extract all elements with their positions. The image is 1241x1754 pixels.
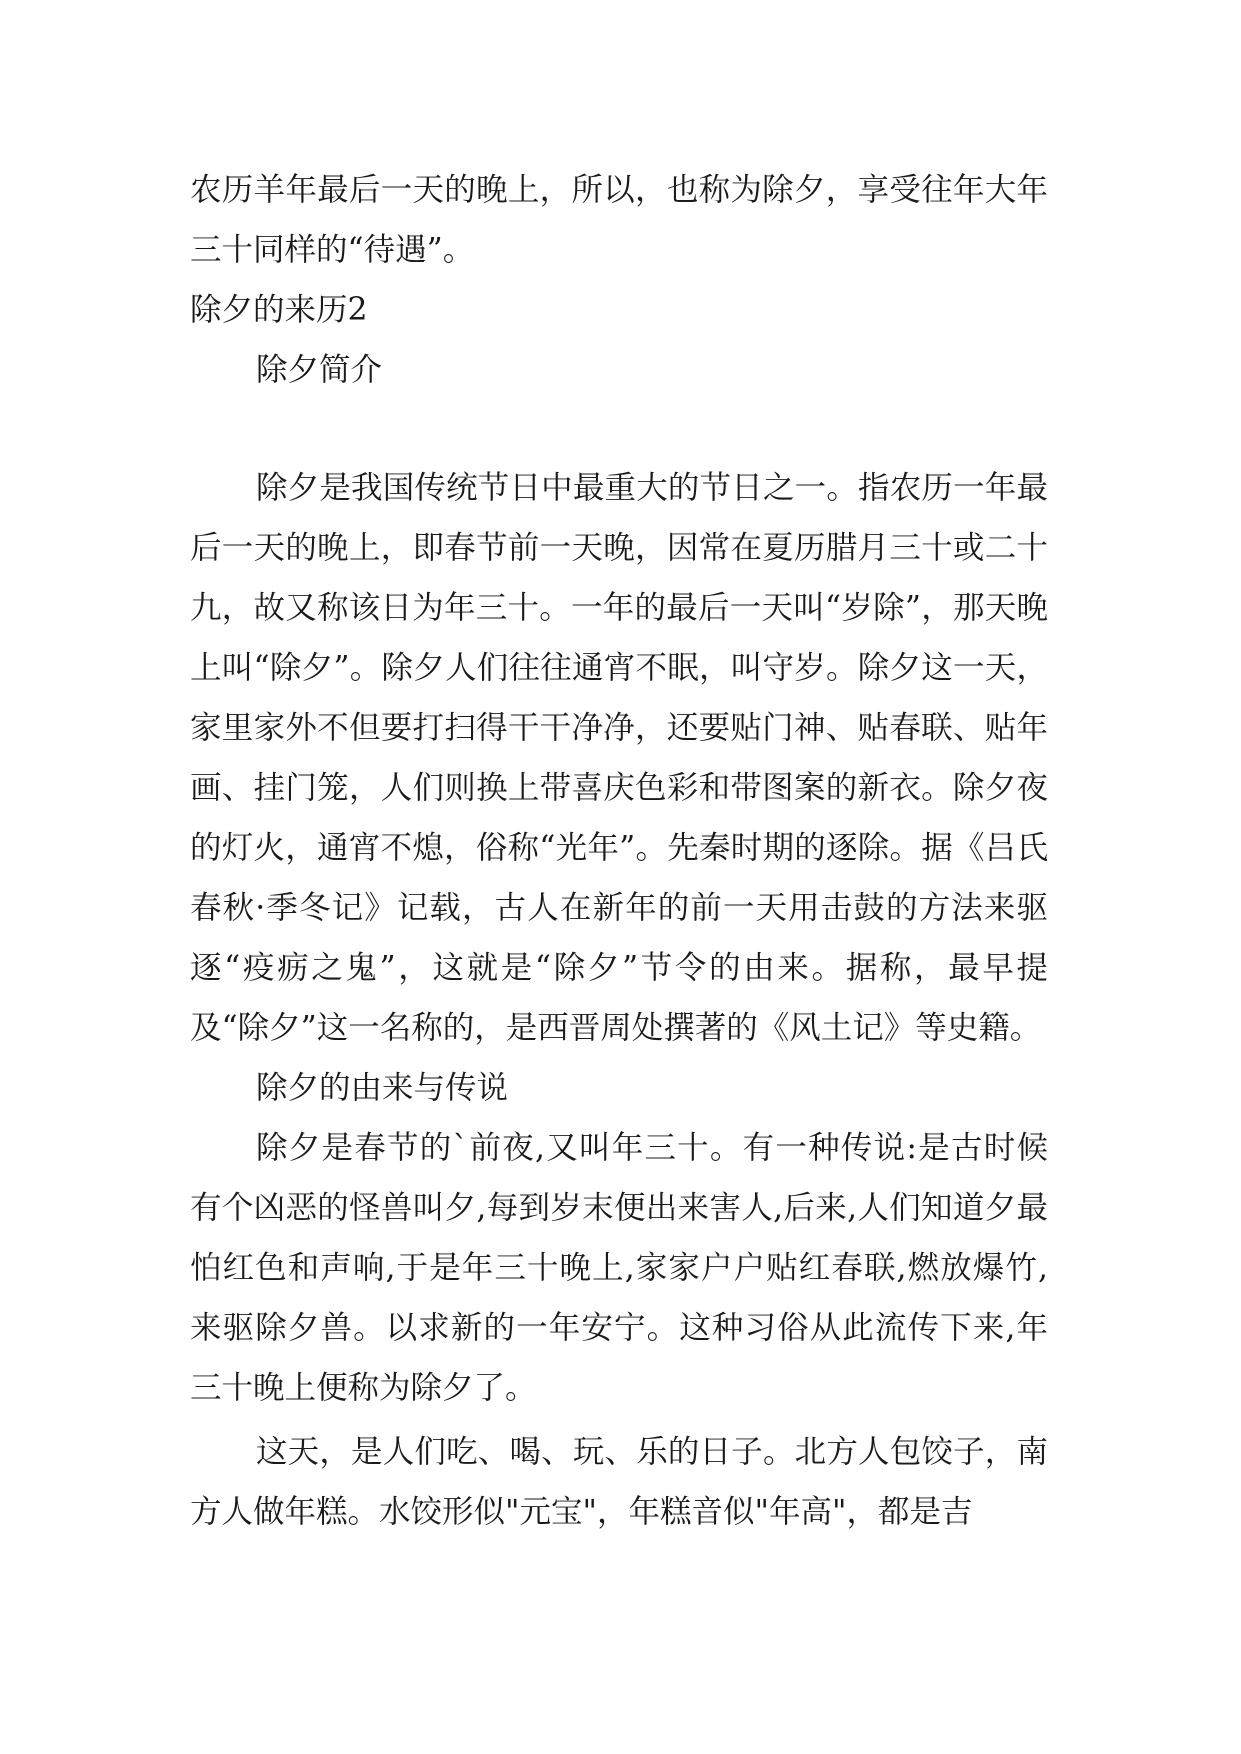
paragraph-intro-body: 除夕是我国传统节日中最重大的节日之一。指农历一年最后一天的晚上，即春节前一天晚，因常在夏历腊月三十或二十九，故又称该日为年三十。一年的最后一天叫“岁除”，那天晚上叫“除夕”。除夕人们往往通宵不眠，叫守岁。除夕这一天，家里家外不但要打扫得干干净净，还要贴门神、贴春联、贴年画、挂门笼，人们则换上带喜庆色彩和带图案的新衣。除夕夜的灯火，通宵不熄，俗称“光年”。先秦时期的逐除。据《吕氏春秋·季冬记》记载，古人在新年的前一天用击鼓的方法来驱逐“疫疬之鬼”，这就是“除夕”节令的由来。据称，最早提及“除夕”这一名称的，是西晋周处撰著的《风土记》等史籍。 xyxy=(190,470,1048,1046)
intro-paragraph: 农历羊年最后一天的晚上，所以，也称为除夕，享受往年大年三十同样的“待遇”。 xyxy=(190,172,1048,268)
document-body xyxy=(190,160,1048,1542)
subheading-intro: 除夕简介 xyxy=(256,352,383,388)
subheading-origin: 除夕的由来与传说 xyxy=(256,1070,509,1106)
paragraph-customs: 这天，是人们吃、喝、玩、乐的日子。北方人包饺子，南方人做年糕。水饺形似"元宝"，年糕音似"年高"，都是吉 xyxy=(190,1434,1048,1530)
paragraph-legend: 除夕是春节的`前夜,又叫年三十。有一种传说:是古时候有个凶恶的怪兽叫夕,每到岁末便出来害人,后来,人们知道夕最怕红色和声响,于是年三十晚上,家家户户贴红春联,燃放爆竹,来驱除夕兽。以求新的一年安宁。这种习俗从此流传下来,年三十晚上便称为除夕了。 xyxy=(190,1130,1048,1406)
spacer xyxy=(190,400,1048,458)
section-title: 除夕的来历2 xyxy=(190,292,368,328)
